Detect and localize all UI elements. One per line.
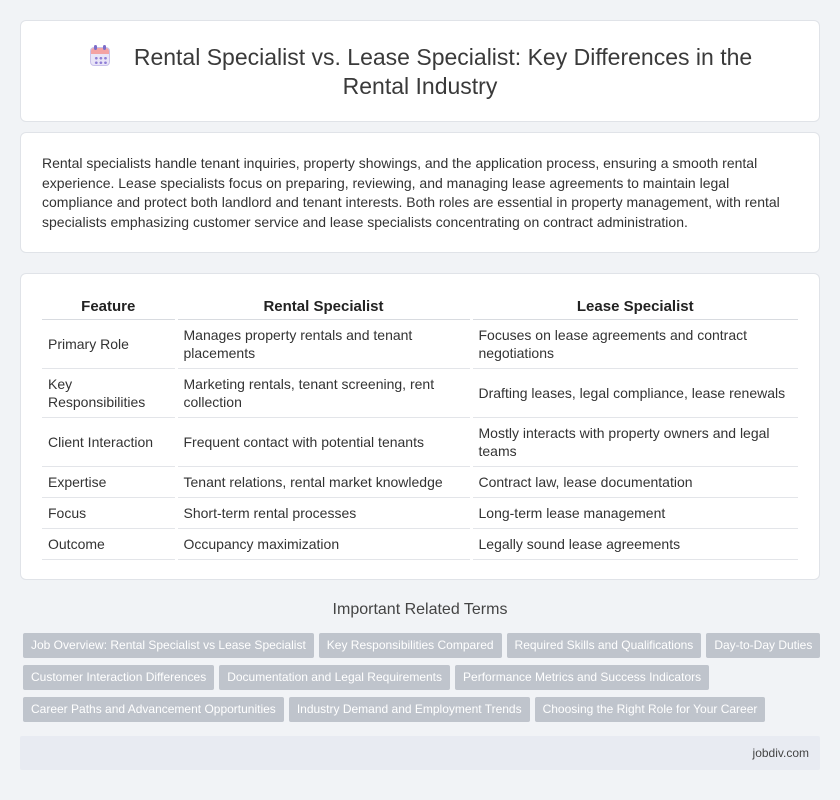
lease-cell: Mostly interacts with property owners and legal teams	[471, 418, 798, 467]
tag-day-to-day-duties[interactable]: Day-to-Day Duties	[706, 633, 820, 658]
header-rental-specialist: Rental Specialist	[176, 296, 471, 320]
intro-paragraph: Rental specialists handle tenant inquiries, property showings, and the application process, ensuring a smooth rental experience. Lease specialists focus on preparing, reviewing, and managing lease agreements to maintain legal compliance and protect both landlord and tenant interests. Both roles are essential in property management, with rental specialists emphasizing customer service and lease specialists concentrating on contract administration.	[42, 155, 780, 230]
header-lease-specialist: Lease Specialist	[471, 296, 798, 320]
table-row	[42, 418, 798, 467]
tag-job-overview[interactable]: Job Overview: Rental Specialist vs Lease Specialist	[23, 633, 314, 658]
title-wrap	[61, 43, 779, 101]
calendar-icon	[88, 44, 112, 68]
table-header-row	[42, 296, 798, 320]
rental-cell: Frequent contact with potential tenants	[176, 418, 471, 467]
feature-cell: Outcome	[42, 529, 176, 560]
header-feature: Feature	[42, 296, 176, 320]
tag-key-responsibilities[interactable]: Key Responsibilities Compared	[319, 633, 502, 658]
lease-cell: Drafting leases, legal compliance, lease renewals	[471, 369, 798, 418]
tag-row	[23, 697, 820, 729]
lease-cell: Focuses on lease agreements and contract negotiations	[471, 320, 798, 369]
lease-cell: Contract law, lease documentation	[471, 467, 798, 498]
rental-cell: Short-term rental processes	[176, 498, 471, 529]
rental-cell: Occupancy maximization	[176, 529, 471, 560]
tag-customer-interaction[interactable]: Customer Interaction Differences	[23, 665, 214, 690]
lease-cell: Long-term lease management	[471, 498, 798, 529]
tag-performance-metrics[interactable]: Performance Metrics and Success Indicators	[455, 665, 709, 690]
table-row	[42, 498, 798, 529]
page-title: Rental Specialist vs. Lease Specialist: Key Differences in the Rental Industry	[133, 44, 753, 99]
tag-industry-demand[interactable]: Industry Demand and Employment Trends	[289, 697, 530, 722]
rental-cell: Marketing rentals, tenant screening, rent collection	[176, 369, 471, 418]
feature-cell: Client Interaction	[42, 418, 176, 467]
intro-card	[20, 132, 820, 253]
related-terms-title: Important Related Terms	[332, 601, 508, 618]
tag-career-paths[interactable]: Career Paths and Advancement Opportunities	[23, 697, 284, 722]
feature-cell: Expertise	[42, 467, 176, 498]
feature-cell: Focus	[42, 498, 176, 529]
table-row	[42, 369, 798, 418]
related-terms-tags	[23, 633, 820, 729]
comparison-table	[42, 296, 798, 560]
tag-documentation-legal[interactable]: Documentation and Legal Requirements	[219, 665, 450, 690]
table-row	[42, 467, 798, 498]
table-row	[42, 320, 798, 369]
table-row	[42, 529, 798, 560]
footer	[20, 736, 820, 770]
footer-site-link[interactable]: jobdiv.com	[752, 746, 809, 760]
rental-cell: Manages property rentals and tenant placements	[176, 320, 471, 369]
tag-row	[23, 633, 820, 665]
tag-required-skills[interactable]: Required Skills and Qualifications	[507, 633, 702, 658]
tag-choosing-role[interactable]: Choosing the Right Role for Your Career	[535, 697, 766, 722]
title-card	[20, 20, 820, 122]
comparison-card	[20, 273, 820, 580]
feature-cell: Key Responsibilities	[42, 369, 176, 418]
feature-cell: Primary Role	[42, 320, 176, 369]
lease-cell: Legally sound lease agreements	[471, 529, 798, 560]
rental-cell: Tenant relations, rental market knowledge	[176, 467, 471, 498]
tag-row	[23, 665, 820, 697]
